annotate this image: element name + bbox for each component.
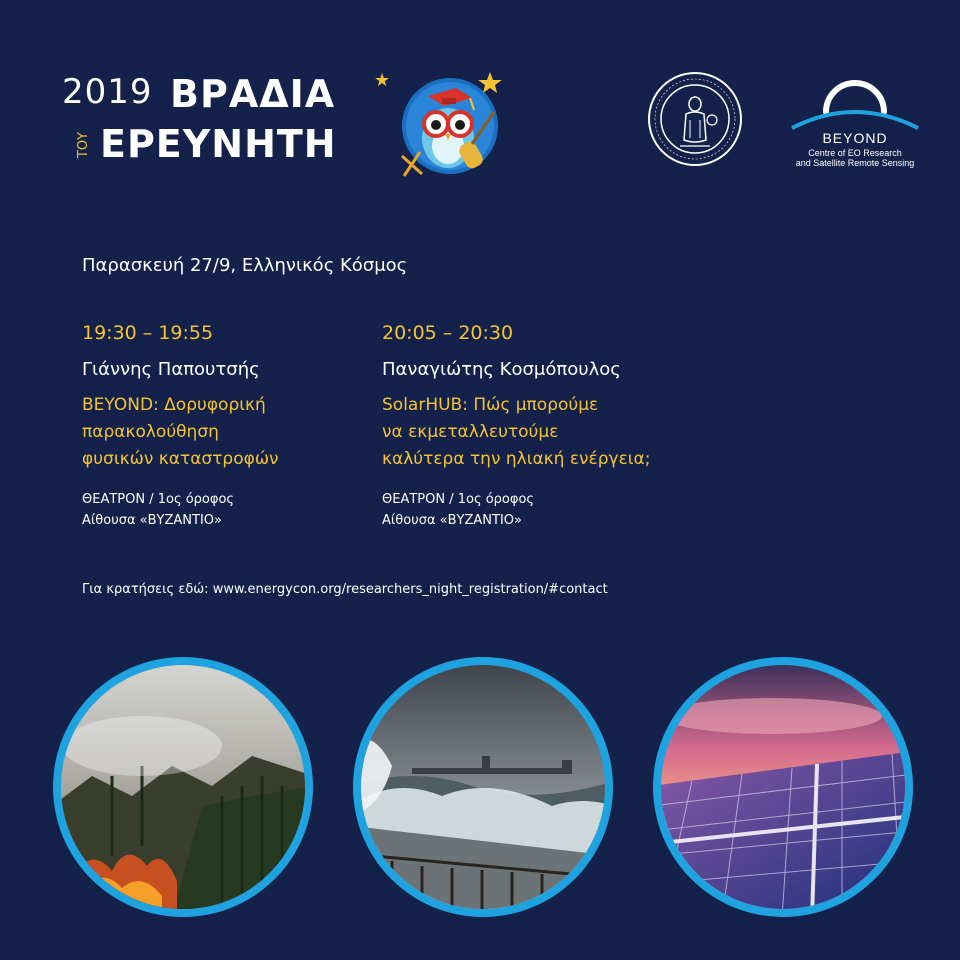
session-title-line: φυσικών καταστροφών [82,449,279,469]
observatory-seal-icon [646,70,744,168]
star-icon: ★ [374,70,391,91]
beyond-name: BEYOND [822,130,888,146]
event-date: Παρασκευή 27/9, Ελληνικός Κόσμος [82,255,408,276]
owl-mascot-icon [398,68,508,180]
venue-room: Αίθουσα «ΒΥΖΑΝΤΙΟ» [82,513,222,528]
session-title-line: να εκμεταλλευτούμε [382,422,559,442]
session-venue [82,489,382,531]
event-logo [62,60,462,180]
event-title-line1: ΒΡΑΔΙΑ [170,72,336,116]
event-year: 2019 [62,72,153,112]
session-time: 20:05 – 20:30 [382,322,514,344]
photo-stormy-sea [352,656,614,918]
session-title [82,392,382,473]
event-title-line2: ΕΡΕΥΝΗΤΗ [100,122,337,166]
beyond-logo [790,66,920,174]
session-title-line: SolarHUB: Πώς μπορούμε [382,395,599,415]
beyond-subtitle [790,148,920,168]
session-title-line: καλύτερα την ηλιακή ενέργεια; [382,449,651,469]
session-title-line: παρακολούθηση [82,422,219,442]
beyond-subtitle-line1: Centre of EO Research [808,148,902,158]
venue-floor: ΘΕΑΤΡΟΝ / 1ος όροφος [82,492,235,507]
photo-forest-fire [52,656,314,918]
session-speaker: Παναγιώτης Κοσμόπουλος [382,359,621,380]
session-title [382,392,702,473]
venue-floor: ΘΕΑΤΡΟΝ / 1ος όροφος [382,492,535,507]
venue-room: Αίθουσα «ΒΥΖΑΝΤΙΟ» [382,513,522,528]
beyond-arc-icon [790,66,920,132]
session-2 [382,320,702,531]
registration-link[interactable]: Για κρατήσεις εδώ: www.energycon.org/researchers_night_registration/#contact [82,582,608,597]
photo-solar-panels [652,656,914,918]
session-time: 19:30 – 19:55 [82,322,214,344]
session-venue [382,489,702,531]
session-speaker: Γιάννης Παπουτσής [82,359,260,380]
beyond-subtitle-line2: and Satellite Remote Sensing [795,158,915,168]
session-title-line: BEYOND: Δορυφορική [82,395,266,415]
session-1 [82,320,382,531]
event-title-small: ΤΟΥ [76,132,91,159]
